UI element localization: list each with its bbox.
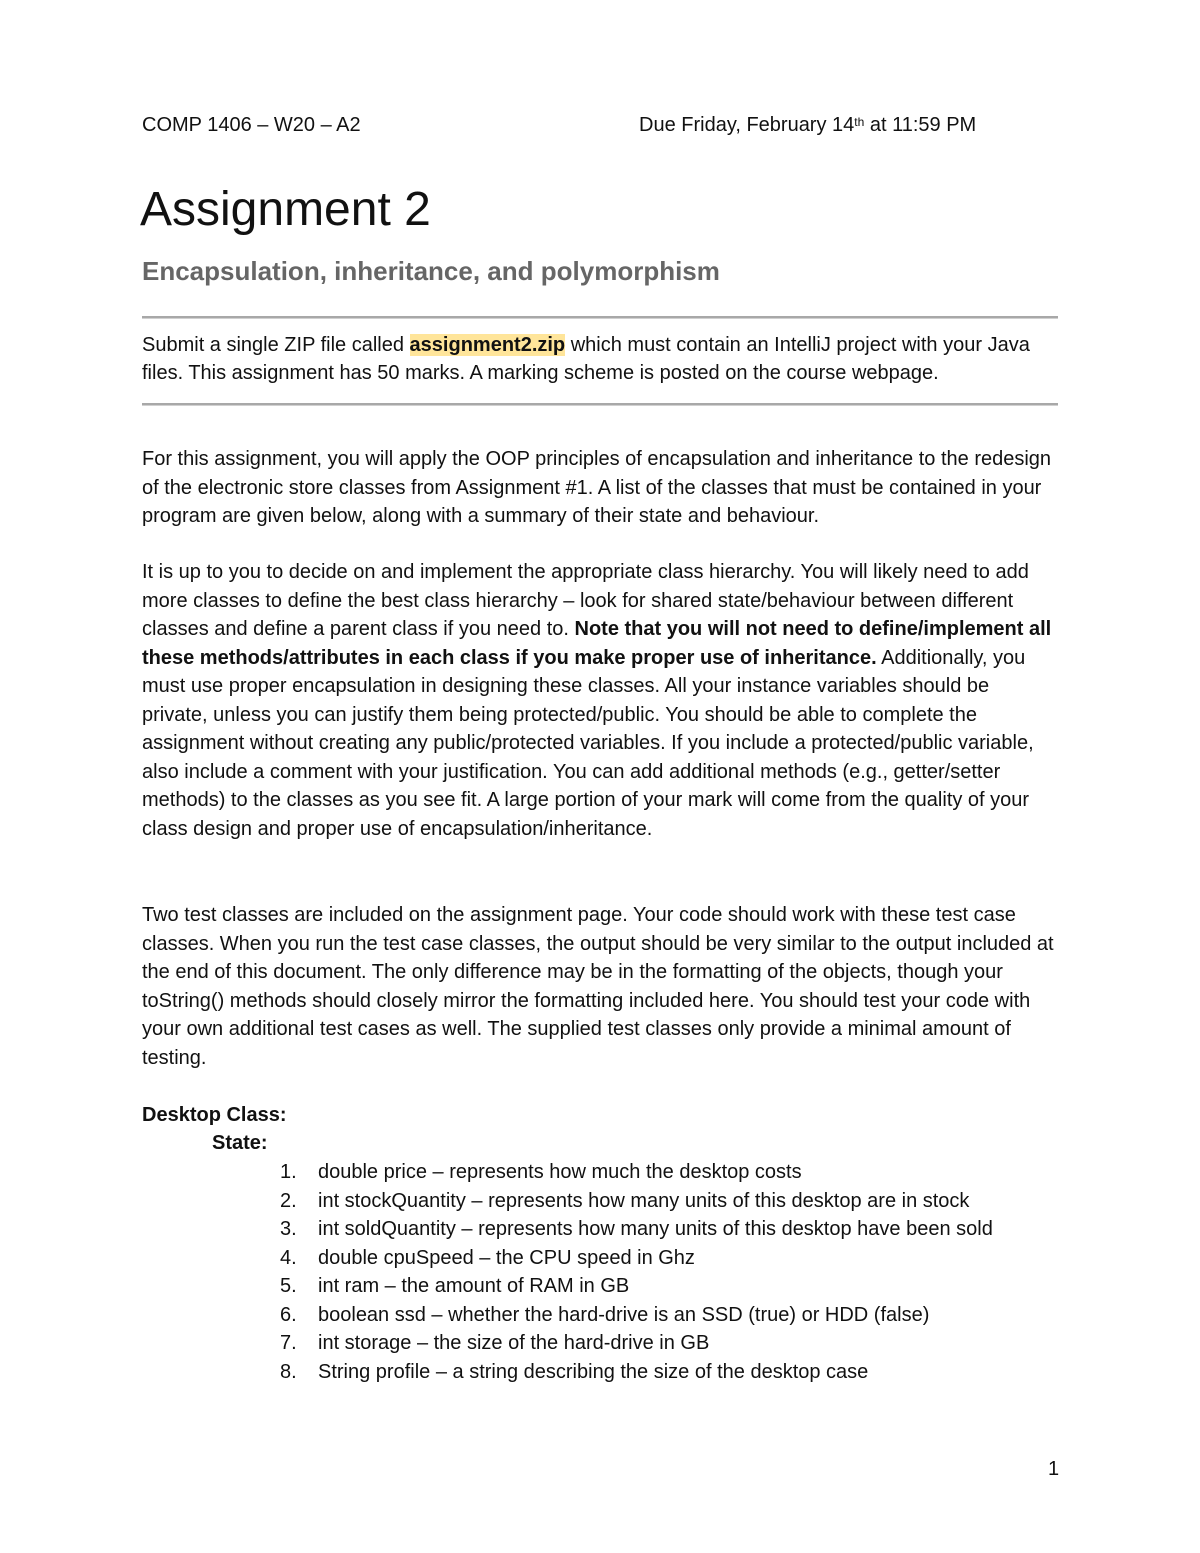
list-item bbox=[280, 1187, 993, 1216]
course-code: COMP 1406 – W20 – A2 bbox=[142, 114, 361, 136]
list-item-number: 1. bbox=[280, 1161, 297, 1183]
submit-text-after: which must contain an IntelliJ project with your Java files. This assignment has 50 marks. A marking scheme is posted on the course webpage. bbox=[142, 334, 1030, 384]
state-list bbox=[280, 1158, 993, 1386]
list-item-number: 6. bbox=[280, 1303, 297, 1326]
top-divider bbox=[142, 316, 1058, 318]
bottom-divider bbox=[142, 403, 1058, 405]
list-item bbox=[280, 1158, 993, 1187]
list-item-number: 4. bbox=[280, 1246, 297, 1269]
list-item-text: int stockQuantity – represents how many units of this desktop are in stock bbox=[318, 1189, 970, 1212]
due-date-ordinal: th bbox=[854, 115, 865, 129]
page-subtitle: Encapsulation, inheritance, and polymorphism bbox=[142, 256, 720, 286]
list-item-text: double price – represents how much the desktop costs bbox=[318, 1161, 802, 1183]
hierarchy-text-before: It is up to you to decide on and implement the appropriate class hierarchy. You will likely need to add more classes to define the best class hierarchy – look for shared state/behaviour between different classes and define a parent class if you need to. bbox=[142, 561, 1029, 640]
testing-paragraph: Two test classes are included on the assignment page. Your code should work with these test case classes. When you run the test case classes, the output should be very similar to the output included at the end of this document. The only difference may be in the formatting of the objects, though your toString() methods should closely mirror the formatting included here. You should test your code with your own additional test cases as well. The supplied test classes only provide a minimal amount of testing. bbox=[142, 904, 1054, 1069]
intro-paragraph: For this assignment, you will apply the OOP principles of encapsulation and inheritance to the redesign of the electronic store classes from Assignment #1. A list of the classes that must be contained in your program are given below, along with a summary of their state and behaviour. bbox=[142, 448, 1052, 527]
list-item-text: String profile – a string describing the size of the desktop case bbox=[318, 1360, 869, 1383]
due-date-prefix: Due Friday, February 14 bbox=[639, 114, 855, 136]
desktop-class-heading: Desktop Class: bbox=[142, 1104, 287, 1126]
list-item-text: boolean ssd – whether the hard-drive is an SSD (true) or HDD (false) bbox=[318, 1303, 930, 1326]
state-heading: State: bbox=[212, 1132, 268, 1154]
submit-filename: assignment2.zip bbox=[409, 334, 566, 356]
hierarchy-bold-note: Note that you will not need to define/implement all these methods/attributes in each class if you make proper use of inheritance. bbox=[142, 618, 1052, 669]
list-item-text: int ram – the amount of RAM in GB bbox=[318, 1275, 630, 1297]
list-item bbox=[280, 1358, 993, 1387]
list-item-number: 3. bbox=[280, 1218, 297, 1240]
list-item bbox=[280, 1244, 993, 1273]
list-item-text: int storage – the size of the hard-drive in GB bbox=[318, 1332, 710, 1354]
list-item-text: double cpuSpeed – the CPU speed in Ghz bbox=[318, 1246, 695, 1269]
page-title: Assignment 2 bbox=[140, 183, 431, 236]
page-number: 1 bbox=[1048, 1458, 1060, 1480]
due-date bbox=[639, 112, 976, 138]
due-date-suffix: at 11:59 PM bbox=[864, 114, 977, 136]
submission-instructions bbox=[142, 331, 1058, 387]
list-item-number: 2. bbox=[280, 1189, 297, 1212]
list-item-number: 5. bbox=[280, 1275, 297, 1297]
list-item bbox=[280, 1329, 993, 1358]
list-item bbox=[280, 1272, 993, 1301]
list-item bbox=[280, 1215, 993, 1244]
submit-text-before: Submit a single ZIP file called bbox=[142, 334, 410, 356]
hierarchy-paragraph bbox=[142, 558, 1060, 843]
hierarchy-text-after: Additionally, you must use proper encapsulation in designing these classes. All your instance variables should be private, unless you can justify them being protected/public. You should be able to complete the assignment without creating any public/protected variables. If you include a protected/public variable, also include a comment with your justification. You can add additional methods (e.g., getter/setter methods) to the classes as you see fit. A large portion of your mark will come from the quality of your class design and proper use of encapsulation/inheritance. bbox=[142, 646, 1034, 840]
list-item-number: 7. bbox=[280, 1332, 297, 1354]
list-item bbox=[280, 1301, 993, 1330]
list-item-number: 8. bbox=[280, 1360, 297, 1383]
list-item-text: int soldQuantity – represents how many units of this desktop have been sold bbox=[318, 1218, 993, 1240]
